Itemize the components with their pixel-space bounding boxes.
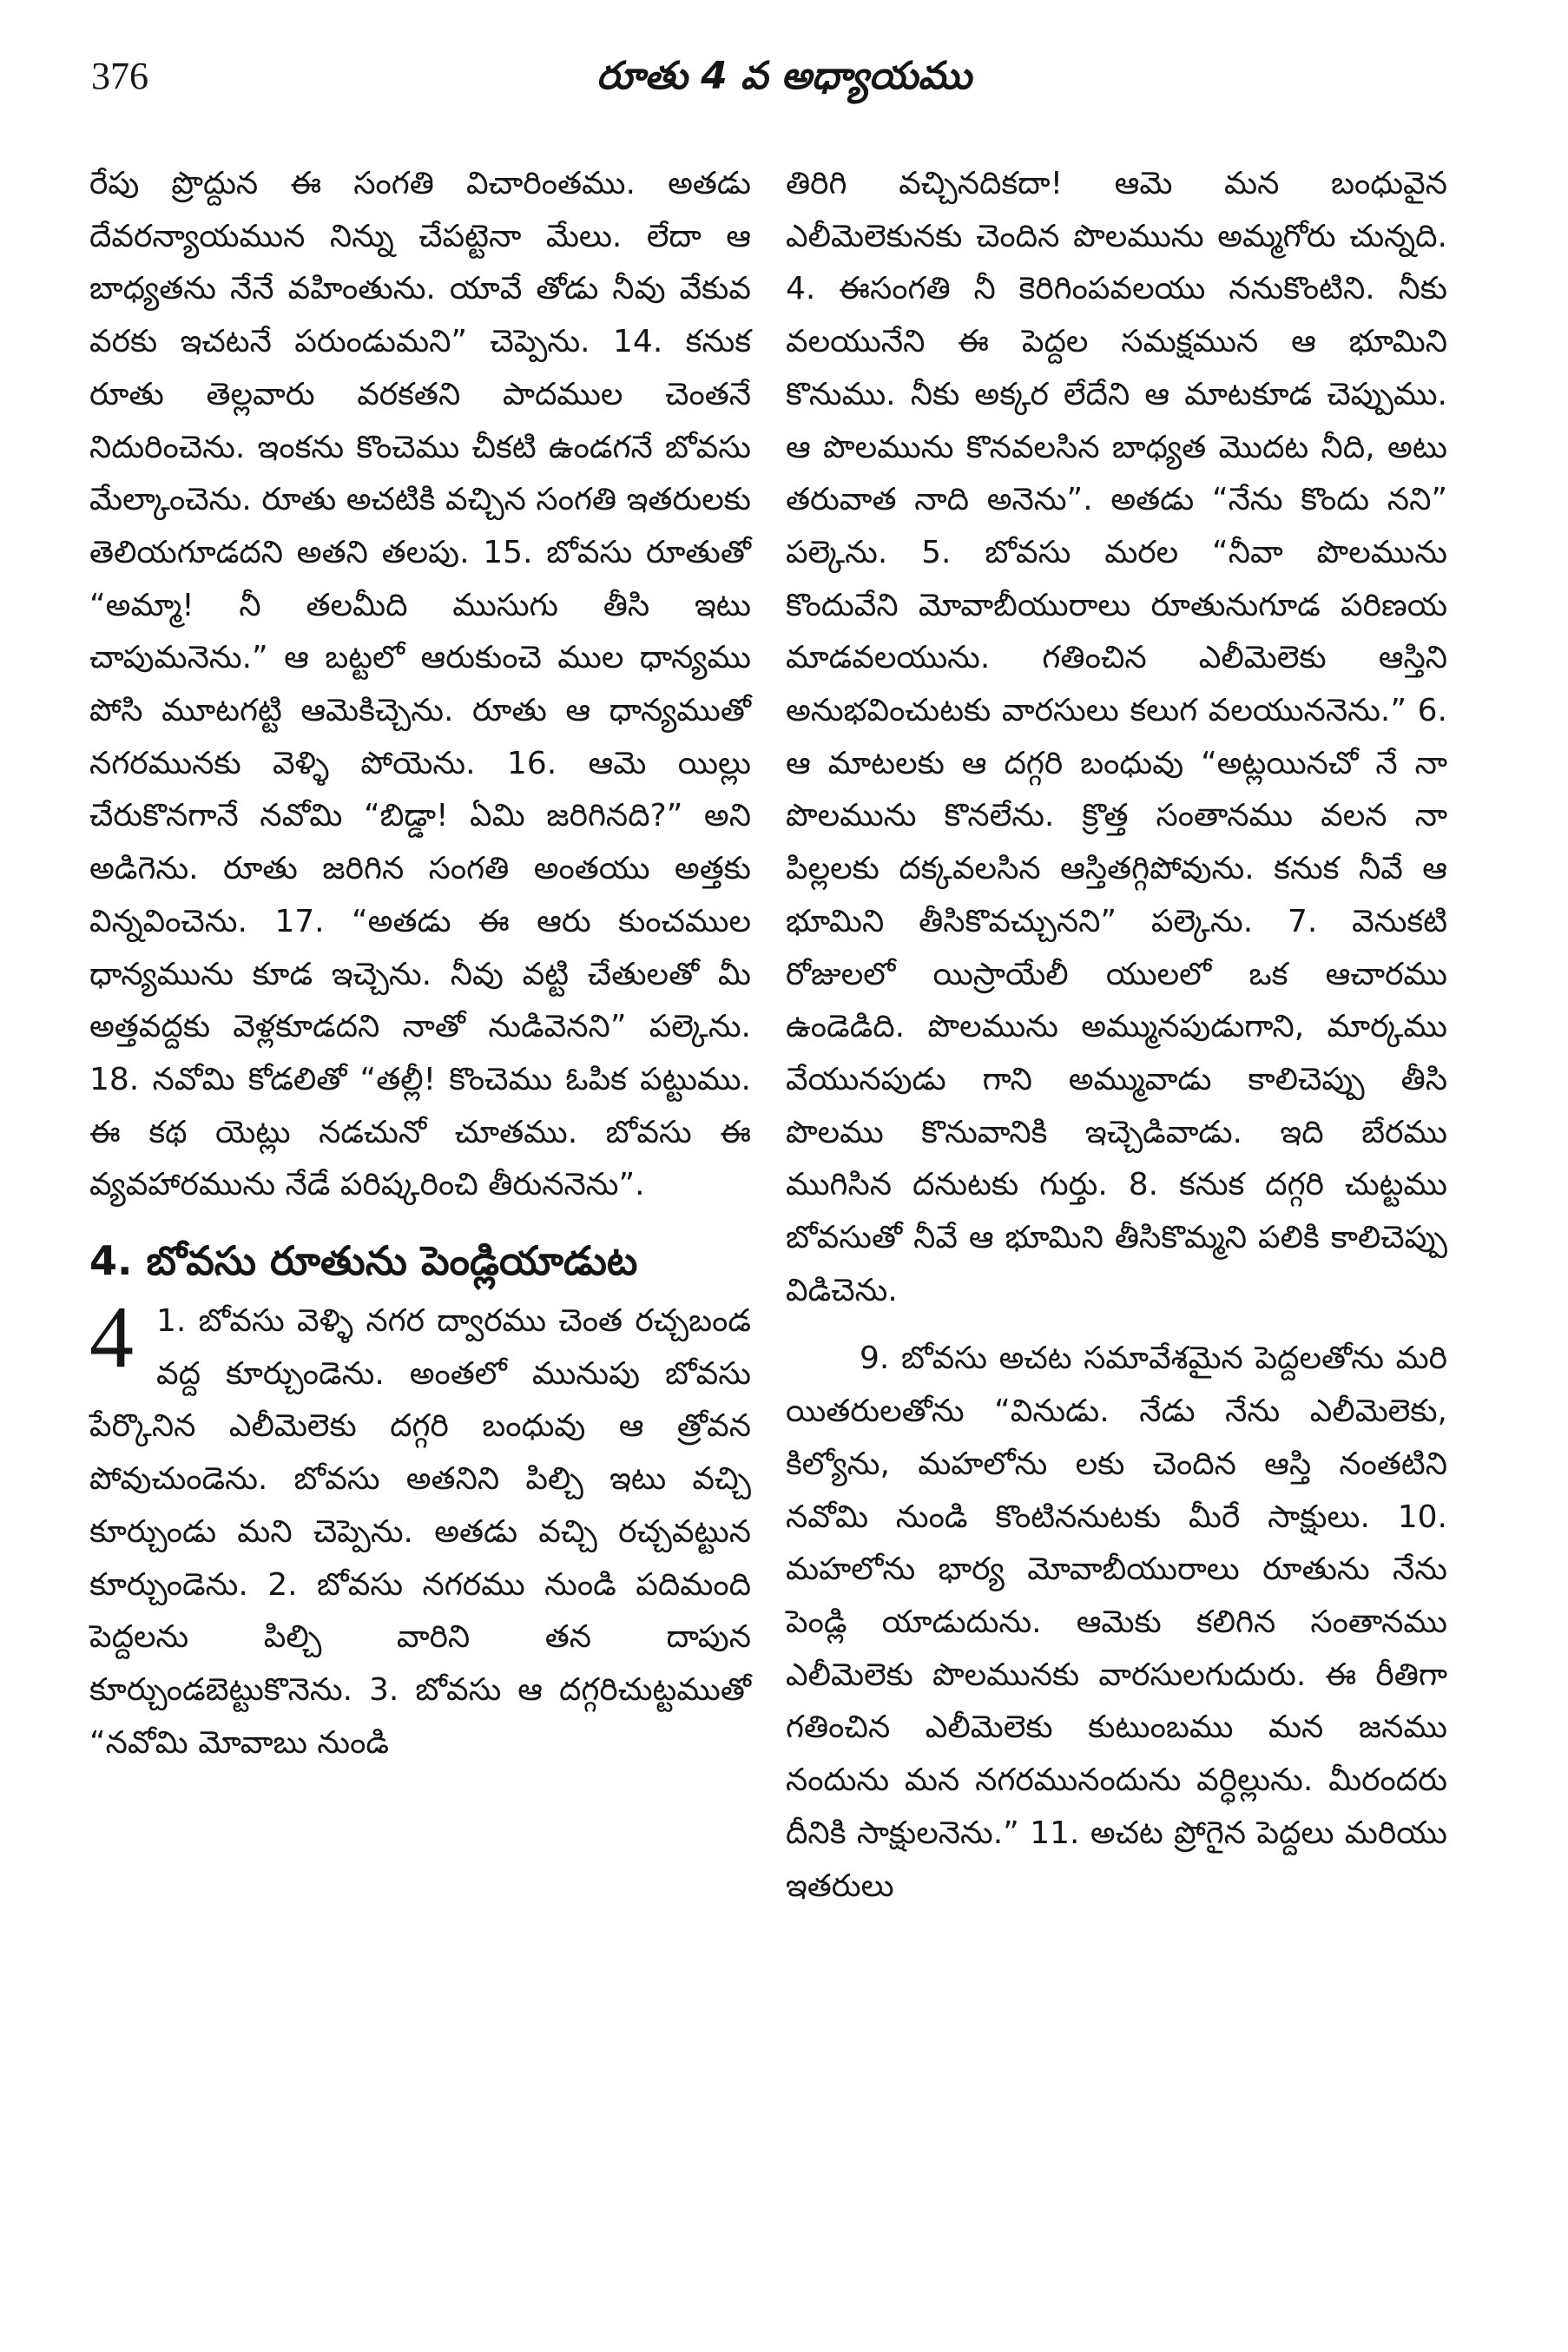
right-paragraph-2: 9. బోవసు అచట సమావేశమైన పెద్దలతోను మరి యితరులతోను “వినుడు. నేడు నేను ఎలీమెలెకు, కిల్యోను, మహలోను లకు చెందిన ఆస్తి నంతటిని నవోమి నుండి కొంటిననుటకు మీరే సాక్షులు. 10. మహలోను భార్య మోవాబీయురాలు రూతును నేను పెండ్లి యాడుదును. ఆమెకు కలిగిన సంతానము ఎలీమెలెకు పొలమునకు వారసులగుదురు. ఈ రీతిగా గతించిన ఎలీమెలెకు కుటుంబము మన జనము నందును మన నగరమునందును వర్ధిల్లును. మీరందరు దీనికి సాక్షులనెను.” 11. అచట ప్రోగైన పెద్దలు మరియు ఇతరులు xyxy=(786,1341,1447,1904)
chapter-heading: 4. బోవసు రూతును పెండ్లియాడుట xyxy=(89,1237,638,1285)
right-paragraph-1: తిరిగి వచ్చినదికదా! ఆమె మన బంధువైన ఎలీమెలెకునకు చెందిన పొలమును అమ్మగోరు చున్నది. 4. ఈసంగతి నీ కెరిగింపవలయు ననుకొంటిని. నీకు వలయునేని ఈ పెద్దల సమక్షమున ఆ భూమిని కొనుము. నీకు అక్కర లేదేని ఆ మాటకూడ చెప్పుము. ఆ పొలమును కొనవలసిన బాధ్యత మొదట నీది, అటు తరువాత నాది అనెను”. అతడు “నేను కొందు నని” పల్కెను. 5. బోవసు మరల “నీవా పొలమును కొందువేని మోవాబీయురాలు రూతునుగూడ పరిణయ మాడవలయును. గతించిన ఎలీమెలెకు ఆస్తిని అనుభవించుటకు వారసులు కలుగ వలయుననెను.” 6. ఆ మాటలకు ఆ దగ్గరి బంధువు “అట్లయినచో నే నా పొలమును కొనలేను. క్రొత్త సంతానము వలన నా పిల్లలకు దక్కవలసిన ఆస్తితగ్గిపోవును. కనుక నీవే ఆ భూమిని తీసికొవచ్చునని” పల్కెను. 7. వెనుకటి రోజులలో యిస్రాయేలీ యులలో ఒక ఆచారము ఉండెడిది. పొలమును అమ్మునపుడుగాని, మార్కము వేయునపుడు గాని అమ్మువాడు కాలిచెప్పు తీసి పొలము కొనువానికి ఇచ్చెడివాడు. ఇది బేరము ముగిసిన దనుటకు గుర్తు. 8. కనుక దగ్గరి చుట్టము బోవసుతో నీవే ఆ భూమిని తీసికొమ్మని పలికి కాలిచెప్పు విడిచెను. xyxy=(786,166,1447,1308)
left-paragraph-1: రేపు ప్రొద్దున ఈ సంగతి విచారింతము. అతడు దేవరన్యాయమున నిన్ను చేపట్టెనా మేలు. లేదా ఆ బాధ్యతను నేనే వహింతును. యావే తోడు నీవు వేకువ వరకు ఇచటనే పరుండుమని” చెప్పెను. 14. కనుక రూతు తెల్లవారు వరకతని పాదముల చెంతనే నిదురించెను. ఇంకను కొంచెము చీకటి ఉండగనే బోవసు మేల్కాంచెను. రూతు అచటికి వచ్చిన సంగతి ఇతరులకు తెలియగూడదని అతని తలపు. 15. బోవసు రూతుతో “అమ్మా! నీ తలమీది ముసుగు తీసి ఇటు చాపుమనెను.” ఆ బట్టలో ఆరుకుంచె ముల ధాన్యము పోసి మూటగట్టి ఆమెకిచ్చెను. రూతు ఆ ధాన్యముతో నగరమునకు వెళ్ళి పోయెను. 16. ఆమె యిల్లు చేరుకొనగానే నవోమి “బిడ్డా! ఏమి జరిగినది?” అని అడిగెను. రూతు జరిగిన సంగతి అంతయు అత్తకు విన్నవించెను. 17. “అతడు ఈ ఆరు కుంచముల ధాన్యమును కూడ ఇచ్చెను. నీవు వట్టి చేతులతో మీ అత్తవద్దకు వెళ్లకూడదని నాతో నుడివెనని” పల్కెను. 18. నవోమి కోడలితో “తల్లీ! కొంచెము ఓపిక పట్టుము. ఈ కథ యెట్లు నడచునో చూతము. బోవసు ఈ వ్యవహారమును నేడే పరిష్కరించి తీరుననెను”. xyxy=(89,166,751,1203)
left-paragraph-2 xyxy=(89,1288,751,1769)
right-column xyxy=(786,158,1447,1913)
running-title: రూతు 4 వ అధ్యాయము xyxy=(596,54,972,98)
left-column xyxy=(89,158,751,1769)
page-number: 376 xyxy=(91,55,148,97)
left-paragraph-2-text: 1. బోవసు వెళ్ళి నగర ద్వారము చెంత రచ్చబండ వద్ద కూర్చుండెను. అంతలో మునుపు బోవసు పేర్కొనిన ఎలీమెలెకు దగ్గరి బంధువు ఆ త్రోవన పోవుచుండెను. బోవసు అతనిని పిల్చి ఇటు వచ్చి కూర్చుండు మని చెప్పెను. అతడు వచ్చి రచ్చవట్టున కూర్చుండెను. 2. బోవసు నగరము నుండి పదిమంది పెద్దలను పిల్చి వారిని తన దాపున కూర్చుండబెట్టుకొనెను. 3. బోవసు ఆ దగ్గరిచుట్టముతో “నవోమి మోవాబు నుండి xyxy=(89,1303,751,1761)
chapter-dropcap: 4 xyxy=(89,1288,134,1387)
